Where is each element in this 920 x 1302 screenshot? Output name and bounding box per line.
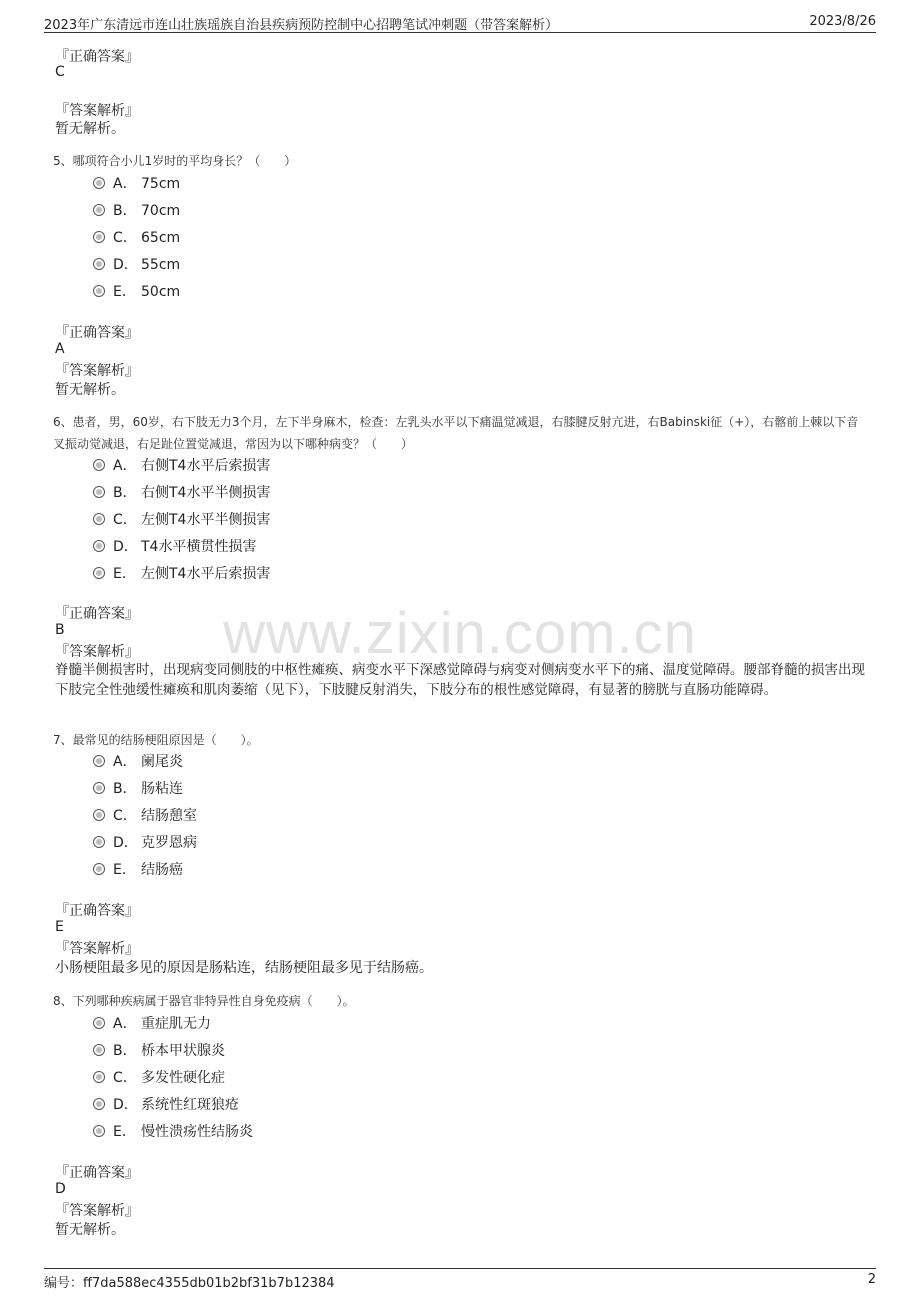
option-c[interactable]: C． 结肠憩室 bbox=[93, 805, 197, 825]
radio-icon[interactable] bbox=[93, 1098, 105, 1110]
question-text: 8、下列哪种疾病属于器官非特异性自身免疫病（ ）。 bbox=[53, 994, 355, 1008]
radio-icon[interactable] bbox=[93, 755, 105, 767]
correct-answer-value: D bbox=[55, 1181, 66, 1197]
analysis-text: 暂无解析。 bbox=[55, 121, 125, 137]
question-text: 6、患者，男，60岁，右下肢无力3个月，左下半身麻木，检查：左乳头水平以下痛温觉减退，右膝腱反射亢进，右Babinski征（+），右髂前上棘以下音叉振动觉减退，右足趾位置觉减退，常因为以下哪种病变？（ ） bbox=[53, 415, 859, 451]
radio-icon[interactable] bbox=[93, 513, 105, 525]
correct-answer-value: A bbox=[55, 341, 65, 357]
correct-answer-label: 『正确答案』 bbox=[55, 606, 139, 622]
radio-icon[interactable] bbox=[93, 1071, 105, 1083]
correct-answer-label: 『正确答案』 bbox=[55, 1165, 139, 1181]
option-b[interactable]: B． 桥本甲状腺炎 bbox=[93, 1040, 225, 1060]
correct-answer-value: C bbox=[55, 64, 65, 80]
option-e[interactable]: E． 结肠癌 bbox=[93, 859, 183, 879]
radio-icon[interactable] bbox=[93, 486, 105, 498]
radio-icon[interactable] bbox=[93, 1017, 105, 1029]
option-e[interactable]: E． 50cm bbox=[93, 281, 180, 301]
radio-icon[interactable] bbox=[93, 258, 105, 270]
correct-answer-label: 『正确答案』 bbox=[55, 325, 139, 341]
correct-answer-value: B bbox=[55, 622, 65, 638]
document-code: 编号：ff7da588ec4355db01b2bf31b7b12384 bbox=[44, 1276, 335, 1291]
correct-answer-label: 『正确答案』 bbox=[55, 903, 139, 919]
option-b[interactable]: B． 70cm bbox=[93, 200, 180, 220]
correct-answer-value: E bbox=[55, 919, 64, 935]
option-a[interactable]: A． 阑尾炎 bbox=[93, 751, 183, 771]
option-c[interactable]: C． 65cm bbox=[93, 227, 180, 247]
question-text: 7、最常见的结肠梗阻原因是（ ）。 bbox=[53, 733, 259, 747]
radio-icon[interactable] bbox=[93, 459, 105, 471]
watermark: www.zixin.com.cn bbox=[223, 601, 697, 666]
correct-answer-label: 『正确答案』 bbox=[55, 49, 139, 65]
radio-icon[interactable] bbox=[93, 285, 105, 297]
radio-icon[interactable] bbox=[93, 1044, 105, 1056]
radio-icon[interactable] bbox=[93, 836, 105, 848]
option-a[interactable]: A． 75cm bbox=[93, 173, 180, 193]
analysis-text: 小肠梗阻最多见的原因是肠粘连，结肠梗阻最多见于结肠癌。 bbox=[55, 960, 433, 976]
radio-icon[interactable] bbox=[93, 204, 105, 216]
radio-icon[interactable] bbox=[93, 809, 105, 821]
radio-icon[interactable] bbox=[93, 567, 105, 579]
option-a[interactable]: A． 重症肌无力 bbox=[93, 1013, 211, 1033]
analysis-label: 『答案解析』 bbox=[55, 941, 139, 957]
option-e[interactable]: E． 慢性溃疡性结肠炎 bbox=[93, 1121, 253, 1141]
document-title: 2023年广东清远市连山壮族瑶族自治县疾病预防控制中心招聘笔试冲刺题（带答案解析） bbox=[44, 18, 559, 33]
analysis-label: 『答案解析』 bbox=[55, 363, 139, 379]
document-date: 2023/8/26 bbox=[809, 14, 876, 29]
radio-icon[interactable] bbox=[93, 540, 105, 552]
option-c[interactable]: C． 多发性硬化症 bbox=[93, 1067, 225, 1087]
question-text: 5、哪项符合小儿1岁时的平均身长？（ ） bbox=[53, 154, 297, 168]
page-number: 2 bbox=[867, 1272, 876, 1287]
option-d[interactable]: D． 克罗恩病 bbox=[93, 832, 197, 852]
option-d[interactable]: D． 系统性红斑狼疮 bbox=[93, 1094, 239, 1114]
option-a[interactable]: A． 右侧T4水平后索损害 bbox=[93, 455, 270, 475]
radio-icon[interactable] bbox=[93, 231, 105, 243]
option-c[interactable]: C． 左侧T4水平半侧损害 bbox=[93, 509, 270, 529]
radio-icon[interactable] bbox=[93, 863, 105, 875]
analysis-label: 『答案解析』 bbox=[55, 644, 139, 660]
page-header bbox=[44, 12, 876, 33]
option-b[interactable]: B． 右侧T4水平半侧损害 bbox=[93, 482, 270, 502]
radio-icon[interactable] bbox=[93, 782, 105, 794]
radio-icon[interactable] bbox=[93, 1125, 105, 1137]
analysis-label: 『答案解析』 bbox=[55, 1203, 139, 1219]
analysis-text: 脊髓半侧损害时，出现病变同侧肢的中枢性瘫痪、病变水平下深感觉障碍与病变对侧病变水平下的痛、温度觉障碍。腰部脊髓的损害出现下肢完全性弛缓性瘫痪和肌肉萎缩（见下），下肢腱反射消失，下肢分布的根性感觉障碍，有显著的膀胱与直肠功能障碍。 bbox=[55, 662, 865, 698]
option-d[interactable]: D． T4水平横贯性损害 bbox=[93, 536, 256, 556]
radio-icon[interactable] bbox=[93, 177, 105, 189]
analysis-text: 暂无解析。 bbox=[55, 382, 125, 398]
option-b[interactable]: B． 肠粘连 bbox=[93, 778, 183, 798]
option-e[interactable]: E． 左侧T4水平后索损害 bbox=[93, 563, 270, 583]
analysis-text: 暂无解析。 bbox=[55, 1222, 125, 1238]
page-footer bbox=[44, 1268, 876, 1291]
option-d[interactable]: D． 55cm bbox=[93, 254, 180, 274]
analysis-label: 『答案解析』 bbox=[55, 103, 139, 119]
